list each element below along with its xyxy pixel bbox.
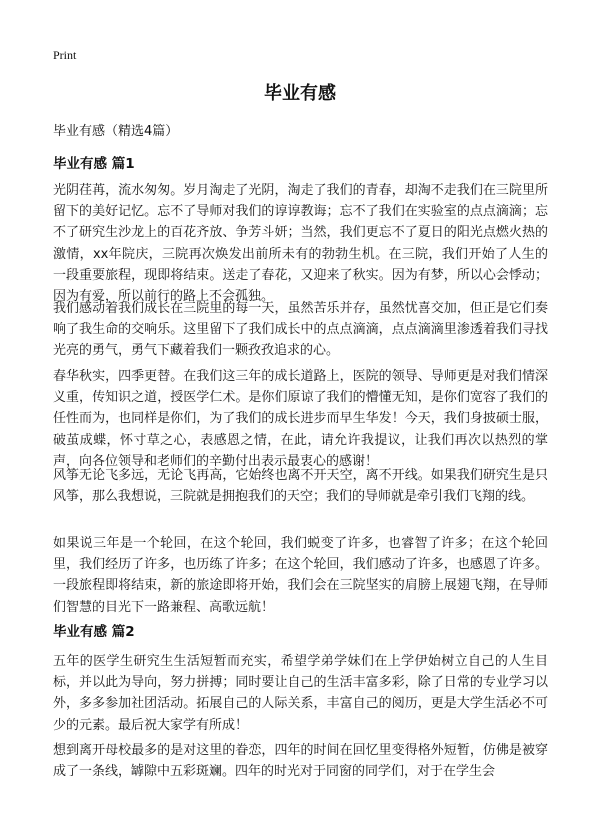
paragraph: 五年的医学生研究生生活短暂而充实，希望学弟学妹们在上学伊始树立自己的人生目标，并以此为导向，努力拼搏；同时要让自己的生活丰富多彩，除了日常的专业学习以外，多多参加社团活动。拓展自己的人际关系，丰富自己的阅历，更是大学生活必不可少的元素。最后祝大家学有所成！ [53, 654, 548, 733]
page-title: 毕业有感 [264, 83, 336, 104]
section-1-paragraph-1 [53, 180, 548, 307]
paragraph: 我们感动着我们成长在三院里的每一天，虽然苦乐并存，虽然忧喜交加，但正是它们奏响了我生命的交响乐。这里留下了我们成长中的点点滴滴，点点滴滴里渗透着我们寻找光亮的勇气，勇气下藏着我们一颗孜孜追求的心。 [53, 301, 548, 359]
paragraph: 想到离开母校最多的是对这里的眷恋，四年的时间在回忆里变得格外短暂，仿佛是被穿成了一条线，罅隙中五彩斑斓。四年的时光对于同窗的同学们，对于在学生会 [53, 743, 548, 780]
section-2-paragraph-2 [53, 740, 548, 782]
section-1-paragraph-5 [53, 533, 548, 618]
paragraph: 春华秋实，四季更替。在我们这三年的成长道路上，医院的领导、导师更是对我们情深义重，传知识之道，授医学仁术。是你们原谅了我们的懵懂无知，是你们宽容了我们的任性而为，也同样是你们，为了我们的成长进步而早生华发！今天，我们身披硕士服，破茧成蝶，怀寸草之心，表感恩之情，在此，请允许我提议，让我们再次以热烈的掌声，向各位领导和老师们的辛勤付出表示最衷心的感谢！ [53, 369, 548, 469]
section-1-paragraph-2 [53, 298, 548, 362]
section-1-paragraph-4 [53, 465, 548, 507]
document-subtitle: 毕业有感（精选4篇） [53, 124, 179, 139]
section-heading: 毕业有感 篇1 [53, 156, 135, 172]
print-label[interactable]: Print [53, 48, 77, 62]
paragraph: 光阴荏苒，流水匆匆。岁月淘走了光阴，淘走了我们的青春，却淘不走我们在三院里所留下的美好记忆。忘不了导师对我们的谆谆教诲；忘不了我们在实验室的点点滴滴；忘不了研究生沙龙上的百花齐放、争芳斗妍；当然，我们更忘不了夏日的阳光点燃火热的激情，xx年院庆，三院再次焕发出前所未有的勃勃生机。在三院，我们开始了人生的一段重要旅程，现即将结束。送走了春花，又迎来了秋实。因为有梦，所以心会悸动；因为有爱，所以前行的路上不会孤独。 [53, 183, 548, 305]
paragraph: 如果说三年是一个轮回，在这个轮回，我们蜕变了许多，也睿智了许多；在这个轮回里，我们经历了许多，也历练了许多；在这个轮回，我们感动了许多，也感恩了许多。一段旅程即将结束，新的旅途即将开始，我们会在三院坚实的肩膀上展翅飞翔，在导师们智慧的目光下一路兼程、高歌远航！ [53, 536, 548, 615]
paragraph: 风筝无论飞多远，无论飞再高，它始终也离不开天空，离不开线。如果我们研究生是只风筝，那么我想说，三院就是拥抱我们的天空；我们的导师就是牵引我们飞翔的线。 [53, 468, 548, 505]
section-2-paragraph-1 [53, 651, 548, 736]
section-1-heading-block [53, 152, 548, 172]
section-2-heading-block [53, 620, 548, 640]
section-1-paragraph-3 [53, 366, 548, 472]
section-heading: 毕业有感 篇2 [53, 624, 135, 640]
